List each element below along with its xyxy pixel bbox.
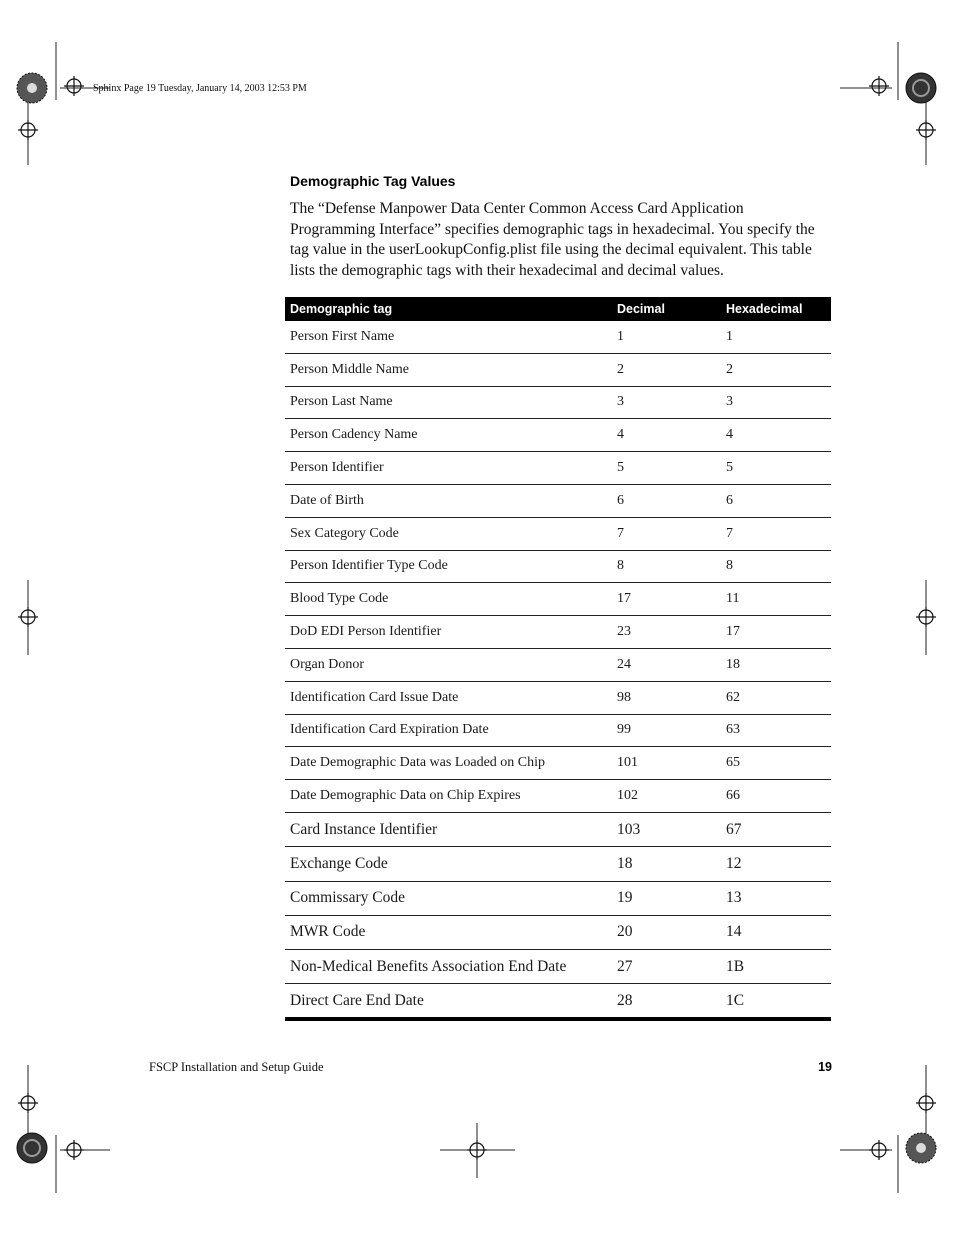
cell-hex: 13 (726, 889, 742, 907)
header-decimal: Decimal (617, 302, 665, 316)
cell-tag: Person Middle Name (290, 361, 409, 377)
cell-tag: Direct Care End Date (290, 991, 424, 1009)
table-row (285, 984, 831, 1021)
cell-decimal: 27 (617, 957, 633, 975)
cell-tag: Organ Donor (290, 656, 365, 672)
cell-tag: Date Demographic Data was Loaded on Chip (290, 755, 546, 771)
footer-page-number: 19 (818, 1060, 832, 1074)
demographic-tag-table (285, 297, 831, 1021)
cell-decimal: 5 (617, 460, 624, 476)
cell-hex: 62 (726, 689, 740, 705)
cell-hex: 1C (726, 991, 745, 1009)
table-row (285, 916, 831, 950)
cell-tag: Sex Category Code (290, 525, 399, 541)
cell-hex: 1B (726, 957, 745, 975)
cell-tag: Identification Card Issue Date (290, 689, 459, 705)
cell-tag: Person Identifier Type Code (290, 558, 448, 574)
cell-tag: Exchange Code (290, 854, 388, 872)
cell-hex: 11 (726, 591, 740, 607)
table-row (285, 649, 831, 682)
cell-tag: Person Identifier (290, 460, 384, 476)
print-slug-line: Sphinx Page 19 Tuesday, January 14, 2003 12:53 PM (93, 83, 307, 94)
cell-decimal: 3 (617, 394, 624, 410)
cell-hex: 67 (726, 820, 742, 838)
cell-hex: 7 (726, 525, 733, 541)
cell-hex: 5 (726, 460, 733, 476)
cell-decimal: 19 (617, 889, 633, 907)
table-row (285, 452, 831, 485)
table-row (285, 950, 831, 984)
cell-decimal: 103 (617, 820, 641, 838)
cell-decimal: 28 (617, 991, 633, 1009)
table-row (285, 518, 831, 551)
cell-decimal: 23 (617, 624, 631, 640)
table-row (285, 747, 831, 780)
cell-hex: 1 (726, 328, 733, 344)
cell-tag: MWR Code (290, 923, 366, 941)
cell-hex: 2 (726, 361, 733, 377)
cell-tag: DoD EDI Person Identifier (290, 624, 442, 640)
cell-decimal: 98 (617, 689, 631, 705)
table-row (285, 419, 831, 452)
table-row (285, 813, 831, 847)
cell-decimal: 8 (617, 558, 624, 574)
cell-hex: 17 (726, 624, 740, 640)
table-row (285, 485, 831, 518)
header-hexadecimal: Hexadecimal (726, 302, 803, 316)
table-row (285, 321, 831, 354)
cell-decimal: 101 (617, 755, 638, 771)
table-header-row (285, 297, 831, 321)
cell-hex: 8 (726, 558, 733, 574)
cell-hex: 18 (726, 656, 740, 672)
table-row (285, 780, 831, 813)
section-title: Demographic Tag Values (290, 173, 456, 189)
cell-hex: 3 (726, 394, 733, 410)
cell-decimal: 7 (617, 525, 624, 541)
cell-hex: 6 (726, 492, 733, 508)
cell-decimal: 102 (617, 788, 638, 804)
cell-decimal: 18 (617, 854, 633, 872)
cell-tag: Card Instance Identifier (290, 820, 438, 838)
cell-hex: 65 (726, 755, 740, 771)
cell-hex: 4 (726, 427, 733, 443)
table-row (285, 354, 831, 387)
cell-decimal: 1 (617, 328, 624, 344)
intro-paragraph: The “Defense Manpower Data Center Common Access Card Application Programming Interface” specifies demographic tags in hexadecimal. You specify the tag value in the userLookupConfig.plist file using the decimal equivalent. This table lists the demographic tags with their hexadecimal and decimal values. (290, 200, 815, 279)
table-row (285, 882, 831, 916)
cell-tag: Identification Card Expiration Date (290, 722, 489, 738)
cell-tag: Blood Type Code (290, 591, 389, 607)
cell-tag: Non-Medical Benefits Association End Date (290, 957, 567, 975)
header-demographic-tag: Demographic tag (290, 302, 393, 316)
table-row (285, 616, 831, 649)
cell-tag: Commissary Code (290, 889, 405, 907)
table-row (285, 387, 831, 420)
cell-decimal: 99 (617, 722, 631, 738)
table-row (285, 847, 831, 881)
table-row (285, 682, 831, 715)
cell-decimal: 20 (617, 923, 633, 941)
cell-tag: Person Last Name (290, 394, 393, 410)
cell-hex: 14 (726, 923, 742, 941)
cell-hex: 66 (726, 788, 740, 804)
cell-decimal: 6 (617, 492, 624, 508)
cell-decimal: 24 (617, 656, 631, 672)
cell-tag: Person Cadency Name (290, 427, 418, 443)
cell-decimal: 2 (617, 361, 624, 377)
cell-hex: 63 (726, 722, 740, 738)
table-row (285, 715, 831, 748)
cell-decimal: 17 (617, 591, 631, 607)
table-body (285, 321, 831, 1021)
cell-tag: Date of Birth (290, 492, 364, 508)
cell-tag: Date Demographic Data on Chip Expires (290, 788, 521, 804)
table-row (285, 551, 831, 584)
cell-decimal: 4 (617, 427, 624, 443)
cell-hex: 12 (726, 854, 742, 872)
cell-tag: Person First Name (290, 328, 395, 344)
footer-guide-title: FSCP Installation and Setup Guide (149, 1060, 324, 1074)
table-row (285, 583, 831, 616)
